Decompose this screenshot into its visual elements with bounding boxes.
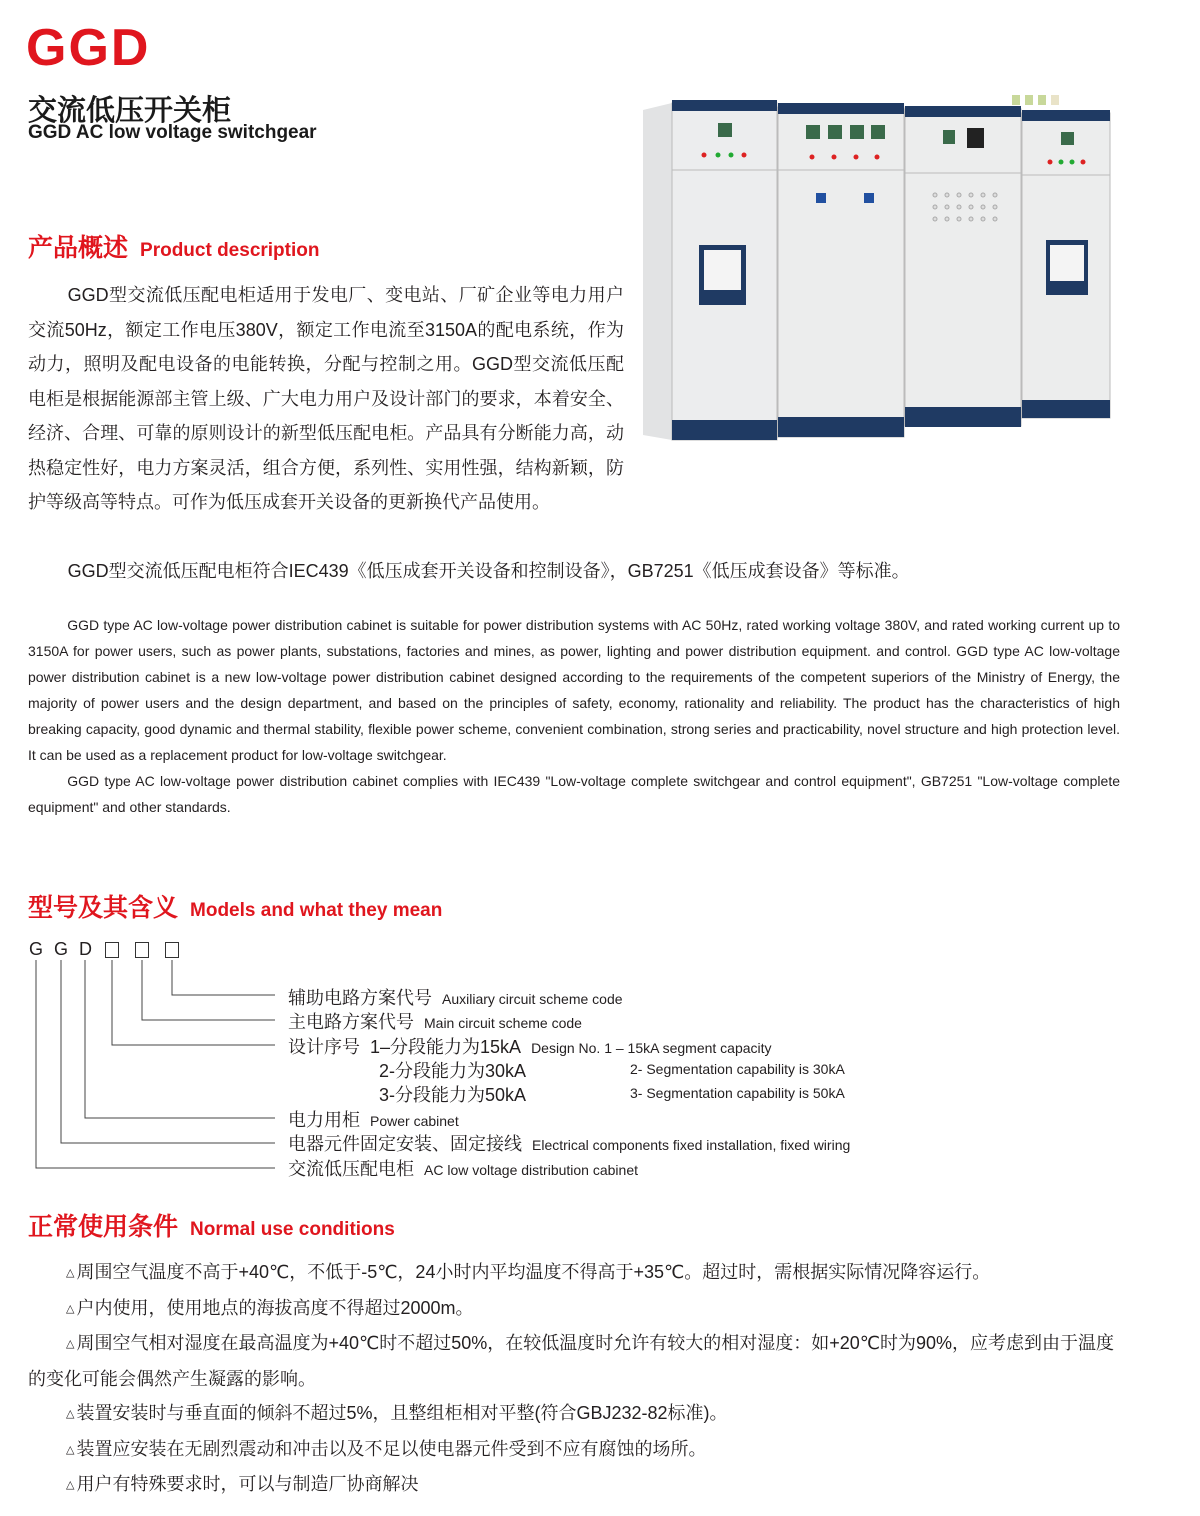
cabinet-2 xyxy=(778,103,904,437)
item-text: 周围空气温度不高于+40℃，不低于-5℃，24小时内平均温度不得高于+35℃。超过时，需根据实际情况降容运行。 xyxy=(76,1262,991,1282)
list-item xyxy=(28,1326,1120,1396)
switchgear-product-image xyxy=(640,95,1115,445)
code-meaning-main xyxy=(288,1008,582,1034)
heading-en: Models and what they mean xyxy=(190,900,443,921)
paragraph: GGD型交流低压配电柜符合IEC439《低压成套开关设备和控制设备》，GB7251《低压成套设备》等标准。 xyxy=(67,561,910,581)
triangle-icon: △ xyxy=(66,1408,75,1420)
heading-cn: 型号及其含义 xyxy=(28,894,179,922)
code-connector-lines xyxy=(0,0,300,1200)
code-meaning-design-2 xyxy=(379,1057,526,1083)
list-item xyxy=(28,1432,1120,1468)
heading-cn: 产品概述 xyxy=(28,234,129,262)
triangle-icon: △ xyxy=(66,1479,75,1491)
code-meaning-design-3-en: 3- Segmentation capability is 50kA xyxy=(630,1085,845,1101)
code-letter: D xyxy=(79,939,92,959)
cabinet-3 xyxy=(905,106,1021,427)
triangle-icon: △ xyxy=(66,1338,75,1350)
paragraph: GGD type AC low-voltage power distribution cabinet is suitable for power distribution systems with AC 50Hz, rated working voltage 380V, and rated working current up to 3150A for power users, such as power plants, substations, factories and mines, as power, lighting and power distribution equipment. and control. GGD type AC low-voltage power distribution cabinet is a new low-voltage power distribution cabinet designed according to the requirements of the competent superiors of the Ministry of Energy, the majority of power users and the design department, and based on the principles of safety, economy, rationality and reliability. The product has the characteristics of high breaking capacity, good dynamic and thermal stability, flexible power scheme, convenient combination, strong series and practicability, novel structure and high protection level. It can be used as a replacement product for low-voltage switchgear. xyxy=(28,617,1120,763)
brand-logo: GGD xyxy=(26,19,151,77)
code-letter: G xyxy=(29,939,44,959)
page-title-en: GGD AC low voltage switchgear xyxy=(28,122,317,143)
cn: 主电路方案代号 xyxy=(288,1012,414,1032)
code-meaning-aux xyxy=(288,984,623,1010)
cn: 2-分段能力为30kA xyxy=(379,1061,527,1081)
page-title-cn: 交流低压开关柜 xyxy=(28,95,232,127)
triangle-icon: △ xyxy=(66,1267,75,1279)
section-heading-conditions xyxy=(28,1207,395,1243)
heading-en: Product description xyxy=(140,240,320,261)
en: AC low voltage distribution cabinet xyxy=(424,1162,639,1178)
item-text: 装置应安装在无剧烈震动和冲击以及不足以使电器元件受到不应有腐蚀的场所。 xyxy=(76,1438,707,1459)
heading-cn: 正常使用条件 xyxy=(28,1213,179,1241)
item-text: 用户有特殊要求时，可以与制造厂协商解决 xyxy=(76,1474,419,1494)
list-item xyxy=(28,1291,1120,1327)
code-meaning-design-3 xyxy=(379,1081,526,1107)
list-item xyxy=(28,1467,1120,1503)
en: Power cabinet xyxy=(370,1113,459,1129)
cn: 交流低压配电柜 xyxy=(288,1159,414,1179)
paragraph: GGD型交流低压配电柜适用于发电厂、变电站、厂矿企业等电力用户交流50Hz，额定工作电压380V，额定工作电流至3150A的配电系统，作为动力，照明及配电设备的电能转换，分配与控制之用。GGD型交流低压配电柜是根据能源部主管上级、广大电力用户及设计部门的要求，本着安全、经济、合理、可靠的原则设计的新型低压配电柜。产品具有分断能力高，动热稳定性好，电力方案灵活，组合方便，系列性、实用性强，结构新颖，防护等级高等特点。可作为低压成套开关设备的更新换代产品使用。 xyxy=(28,285,624,512)
item-text: 周围空气相对湿度在最高温度为+40℃时不超过50%，在较低温度时允许有较大的相对湿度：如+20℃时为90%，应考虑到由于温度的变化可能会偶然产生凝露的影响。 xyxy=(28,1333,1115,1389)
code-meaning-ac xyxy=(288,1155,638,1181)
code-letter: G xyxy=(54,939,69,959)
heading-en: Normal use conditions xyxy=(190,1219,395,1240)
code-meaning-fixed xyxy=(288,1130,850,1156)
cn: 3-分段能力为50kA xyxy=(379,1085,527,1105)
paragraph: GGD type AC low-voltage power distribution cabinet complies with IEC439 "Low-voltage complete switchgear and control equipment", GB7251 "Low-voltage complete equipment" and other standards. xyxy=(28,773,1120,815)
en: Auxiliary circuit scheme code xyxy=(442,991,623,1007)
cn: 辅助电路方案代号 xyxy=(288,988,432,1008)
cabinet-4 xyxy=(1012,95,1110,418)
code-meaning-design xyxy=(288,1033,772,1059)
cn: 设计序号 1–分段能力为15kA xyxy=(288,1037,522,1057)
item-text: 装置安装时与垂直面的倾斜不超过5%，且整组柜相对平整(符合GBJ232-82标准)。 xyxy=(76,1403,728,1423)
en: Main circuit scheme code xyxy=(424,1015,582,1031)
list-item xyxy=(28,1255,1120,1291)
code-meaning-design-2-en: 2- Segmentation capability is 30kA xyxy=(630,1061,845,1077)
cabinet-1 xyxy=(672,100,777,440)
cn: 电力用柜 xyxy=(288,1110,360,1130)
item-text: 户内使用，使用地点的海拔高度不得超过2000m。 xyxy=(76,1297,474,1318)
en: Electrical components fixed installation, fixed wiring xyxy=(532,1137,851,1153)
triangle-icon: △ xyxy=(66,1302,75,1315)
triangle-icon: △ xyxy=(66,1443,75,1456)
cn: 电器元件固定安装、固定接线 xyxy=(288,1134,522,1154)
list-item xyxy=(28,1396,1120,1432)
conditions-list xyxy=(28,1255,1120,1503)
code-meaning-power xyxy=(288,1106,459,1132)
en: Design No. 1 – 15kA segment capacity xyxy=(531,1040,772,1056)
